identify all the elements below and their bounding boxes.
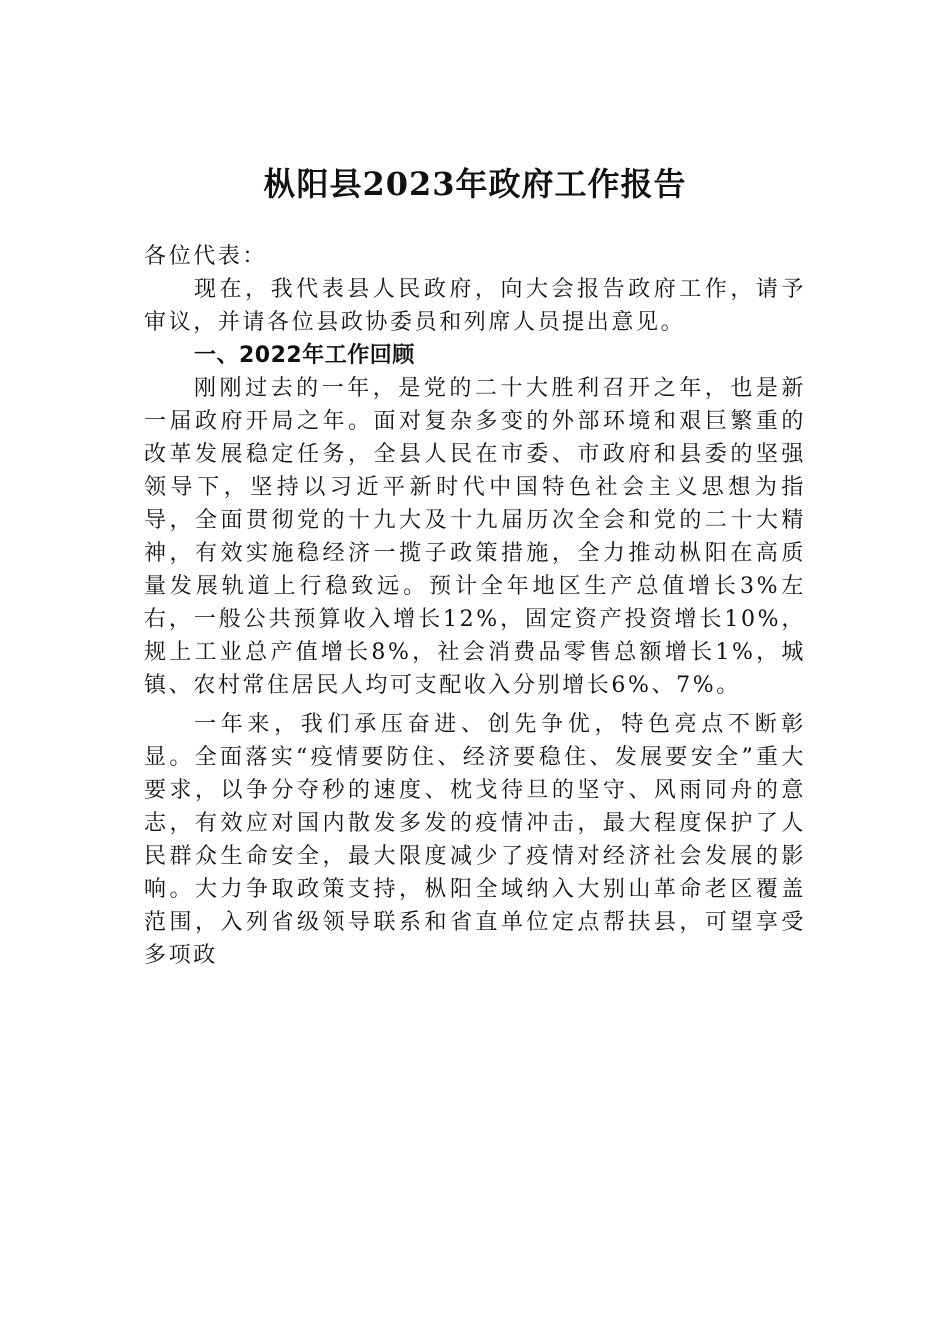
greeting: 各位代表： xyxy=(144,244,268,269)
document-body xyxy=(144,240,806,972)
document-title: 枞阳县2023年政府工作报告 xyxy=(263,165,687,203)
section-heading: 一、2022年工作回顾 xyxy=(194,343,415,368)
intro-paragraph: 现在，我代表县人民政府，向大会报告政府工作，请予审议，并请各位县政协委员和列席人员提出意见。 xyxy=(144,277,806,335)
body-paragraph: 刚刚过去的一年，是党的二十大胜利召开之年，也是新一届政府开局之年。面对复杂多变的外部环境和艰巨繁重的改革发展稳定任务，全县人民在市委、市政府和县委的坚强领导下，坚持以习近平新时代中国特色社会主义思想为指导，全面贯彻党的十九大及十九届历次全会和党的二十大精神，有效实施稳经济一揽子政策措施，全力推动枞阳在高质量发展轨道上行稳致远。预计全年地区生产总值增长3%左右，一般公共预算收入增长12%，固定资产投资增长10%，规上工业总产值增长8%，社会消费品零售总额增长1%，城镇、农村常住居民人均可支配收入分别增长6%、7%。 xyxy=(144,376,806,698)
body-paragraph: 一年来，我们承压奋进、创先争优，特色亮点不断彰显。全面落实“疫情要防住、经济要稳住、发展要安全”重大要求，以争分夺秒的速度、枕戈待旦的坚守、风雨同舟的意志，有效应对国内散发多发的疫情冲击，最大程度保护了人民群众生命安全，最大限度减少了疫情对经济社会发展的影响。大力争取政策支持，枞阳全域纳入大别山革命老区覆盖范围，入列省级领导联系和省直单位定点帮扶县，可望享受多项政 xyxy=(144,712,806,968)
